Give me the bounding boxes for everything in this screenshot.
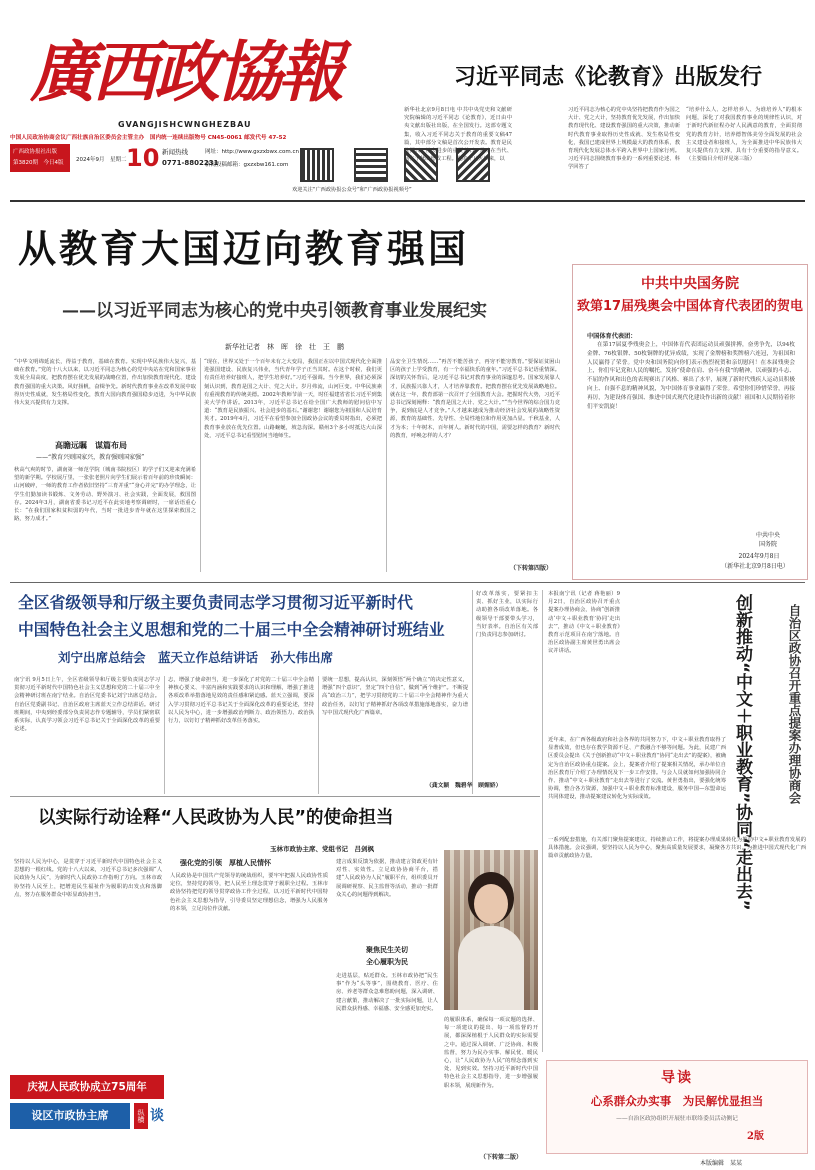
lead-subhead: 高瞻远瞩 谋篇布局 — [55, 440, 127, 450]
issue-sub-label: 广西政协报社出版 — [13, 149, 58, 155]
letter-signer: 中共中央 国务院 — [755, 532, 780, 548]
top-story-col3: “培养什么人、怎样培养人、为谁培养人”的根本问题，深化了对我国教育事业的规律性认识，对于新时代新征程办好人民满意的教育，全面贯彻党的教育方针，培养德智体美劳全面发展的社会主义建设者和接班人，为全面推进中华民族伟大复兴提供有力支撑，具有十分重要的指导意义。（主要篇目介绍详见第三版） — [686, 107, 802, 163]
lead-rule-2 — [386, 358, 387, 572]
guide-page: 2版 — [747, 1131, 764, 1142]
lead-col1: “中华文明绵延流长，得益于教育，基础在教育。实现中华民族伟大复兴，基础在教育。”党的十八大以来，以习近平同志为核心的党中央站在党和国家事业发展全局高度，把教育摆在优先发展的战略位置，作出加快教育现代化、建设教育强国的重大决策。风好扬帆，奋楫争先。新时代教育事业在改革发展中取得历史性成就，发生格局性变化，教育大国向教育强国稳步迈进，为中华民族伟大复兴提供有力支撑。 — [14, 359, 196, 407]
feature-subhead-1: 强化党的引领 厚植人民情怀 — [180, 858, 271, 867]
letter-source: （新华社北京9月8日电） — [721, 563, 789, 570]
feature-col2: 人民政协是中国共产党领导的统战组织，要牢牢把握人民政协性质定位，坚持党的领导，把人民至上理念贯穿于履职全过程。玉林市政协坚持把党的领导贯穿政协工作全过程，以习近平新时代中国特色社会主义思想为指导，引导委员坚定理想信念，增强为人民服务的本领，立足岗位作贡献。 — [170, 873, 328, 912]
issue-day: 10 — [126, 144, 160, 172]
lead-subhead-quote: ——“教育兴则国家兴，教育强则国家强” — [36, 454, 145, 461]
guide-box — [546, 1060, 808, 1154]
top-story-col1: 新华社北京9月8日电 中共中央党史和文献研究院编辑的习近平同志《论教育》，近日由中央文献出版社出版，在全国发行。这部专题文集，收入习近平同志关于教育的重要文稿47篇，其中部分文稿是首次公开发表。教育是民族振兴、社会进步的重要基石，是功在当代、利在千秋的德政工程。党的十八大以来，以 — [404, 107, 512, 163]
photo-person-body — [458, 926, 524, 1010]
right-bottom-body: 一系列配套措施，有关部门聚焦提案建议，持续推动工作，将提案办理成果转化为推动中文+职业教育发展的具体措施。会议强调，要坚持以人民为中心，聚焦高质量发展要求，凝聚各方共识，为推进中国式现代化广西篇章贡献政协力量。 — [548, 837, 806, 860]
letter-kicker: 中共中央国务院 — [641, 276, 739, 292]
feature-subhead-2: 聚焦民生关切 全心履职为民 — [366, 945, 408, 966]
feature-col4: 的履职体系，确保每一项议题的选择、每一项建议的提出、每一项监督的开展，都深深植根于人民群众的实际需要之中。通过深入调研、广泛协商、积极监督，努力为民办实事、解民忧、暖民心，让“人民政协为人民”的理念落到实处、见到实效。坚持习近平新时代中国特色社会主义思想指导，进一步增强履职本领，展现新作为。 — [444, 1017, 538, 1089]
second-headline-1: 全区省级领导和厅级主要负责同志学习贯彻习近平新时代 — [18, 593, 413, 612]
second-col1: 南宁讯 9月5日上午，全区省级领导和厅级主要负责同志学习贯彻习近平新时代中国特色社会主义思想和党的二十届三中全会精神研讨班在南宁结业。自治区党委书记刘宁出席总结会。自治区党委副书记、自治区政府主席蓝天立作总结讲话。研讨班期间，中央到经委部分负责同志作专题辅导，学员们紧密联系实际，认真学习领会习近平总书记关于全面深化改革的重要论述。 — [14, 677, 160, 733]
right-col-body: 近年来，在广西各级政府和社会各界的共同努力下，中文＋职业教育取得了显著成效，但也存在教学资源不足、产教融合不够等问题。为此，民建广西区委员会提出《关于创新推动“中文＋职业教育”协同“走出去”的提案》，被确定为自治区政协重点提案。会上，提案者介绍了提案相关情况，承办单位自治区教育厅介绍了办理情况及下一步工作安排。与会人员就如何加强协同合作、推动“中文＋职业教育”走出去等进行了交流。黄世勇指出，要强化统筹协调，整合各方资源，加强中文＋职业教育标准建设，服务中国—东盟命运共同体建设，推动提案建议转化为实际成效。 — [548, 737, 726, 801]
guide-subtitle: ——自治区政协组织开展驻市联络委员活动侧记 — [616, 1116, 738, 1122]
congrats-letter-box — [572, 264, 808, 580]
top-story-headline: 习近平同志《论教育》出版发行 — [454, 65, 763, 90]
feature-col3b: 走进基层，贴近群众。玉林市政协把“民生事”作为“头等事”，围绕教育、医疗、住房、养老等群众急难愁盼问题，深入调研、建言献策，推动解决了一批实际问题，让人民群众获得感、幸福感、安全感更加充实。 — [336, 973, 438, 1012]
right-col-intro: 本报南宁讯（记者 蒋艳丽）9月2日，自治区政协召开重点提案办理协商会，协商“创新推动‘中文＋职业教育’协同‘走出去’”，推动《中文＋职业教育》教育示范项目在南宁落地。自治区政协副主席黄世勇出席会议并讲话。 — [548, 591, 620, 655]
guide-headline: 心系群众办实事 为民解忧显担当 — [590, 1094, 764, 1108]
email-label: 新闻投稿邮箱：gxzxbw161.com — [205, 162, 289, 168]
lead-jump: （下转第四版） — [510, 565, 553, 572]
guide-label: 导读 — [661, 1070, 693, 1086]
right-vertical-headline-small: 自治区政协召开重点提案办理协商会 — [787, 604, 802, 804]
lead-bottom-divider — [10, 582, 805, 583]
logo-pinyin: GVANGJISHCWNGHEZBAU — [118, 120, 252, 129]
second-rule-3 — [472, 590, 473, 794]
banner-tag2: 谈 — [150, 1108, 164, 1124]
second-col3: 要统一思想，提高认识，深刻领悟“两个确立”的决定性意义，增强“四个意识”，坚定“四个自信”，做到“两个维护”。不断提高“政治三力”，把学习贯彻党的二十届三中全会精神作为重大政治任务，以钉钉子精神抓好各项改革措施落地落实，奋力谱写中国式现代化广西篇章。 — [322, 677, 468, 716]
page-editor: 本版编辑 某某 — [700, 1160, 743, 1167]
second-col4: 好改革落实，要紧扣主责、抓好主业，以实际行动助推各项改革落地。各级领导干部要带头学习，当好表率。自治区有关部门负责同志参加研讨。 — [476, 591, 538, 639]
photo-person-head — [474, 884, 508, 924]
banner-line2: 设区市政协主席 — [10, 1103, 130, 1129]
qr-code-video — [354, 148, 388, 182]
feature-jump: （下转第二版） — [480, 1154, 523, 1161]
second-credit: （龚文颖 魏碧华 顾媚娇） — [426, 783, 502, 789]
feature-col3: 建言成果反馈为依据，推动建言资政更有针对性、实效性。立足政协协商平台，搭建“人民政协为人民”履职平台，组织委员开展调研视察、民主监督等活动，推动一批群众关心的问题得到解决。 — [336, 859, 438, 898]
qr-code-wechat — [300, 148, 334, 182]
top-story-col2: 习近平同志为核心的党中央坚持把教育作为国之大计、党之大计，坚持教育优先发展，作出加快教育现代化、建设教育强国的重大决策，推动新时代教育事业取得历史性成就、发生格局性变化，我国已建成世界上规模最大的教育体系，教育现代化发展总体水平跨入世界中上国家行列。习近平同志围绕教育事业的一系列重要论述、科学回答了 — [568, 107, 680, 171]
website-label: 网址：http://www.gxzxbwx.com.cn — [205, 149, 299, 155]
anniversary-banner — [10, 1075, 164, 1155]
banner-line1: 庆祝人民政协成立75周年 — [10, 1075, 164, 1099]
second-rule-2 — [318, 676, 319, 794]
banner-tag: 纵横 — [134, 1103, 148, 1129]
author-photo — [444, 850, 538, 1010]
feature-col1: 坚持以人民为中心，是贯穿于习近平新时代中国特色社会主义思想的一根红线。党的十八大以来，习近平总书记多次强调“人民政协为人民”，为新时代人民政协工作指明了方向。玉林市政协坚持人民至上，把增进民生福祉作为履职的出发点和落脚点，努力在服务群众中彰显政协担当。 — [14, 859, 162, 898]
feature-byline: 玉林市政协主席、党组书记 吕剑枫 — [270, 845, 374, 853]
lead-headline: 从教育大国迈向教育强国 — [18, 227, 470, 271]
lead-byline: 新华社记者 林 晖 徐 壮 王 鹏 — [225, 343, 344, 351]
newspaper-logo: 廣西政協報 — [30, 33, 340, 111]
qr-caption: 欢迎关注“广西政协报公众号”和“广西政协报视频号” — [292, 187, 412, 193]
letter-body: 在第17届夏季残奥会上，中国体育代表团运动员顽强拼搏，奋勇争先，以94枚金牌、76枚银牌、50枚铜牌的优异成绩，实现了金牌榜和奖牌榜六连冠，为祖国和人民赢得了荣誉。党中央和国务院向你们表示热烈祝贺和亲切慰问！在本届残奥会上，你们牢记党和人民的嘱托，发扬“使命在肩、奋斗有我”的精神，以顽强的斗志、不屈的作风和出色的表现赛出了风格、赛出了水平，展现了新时代残疾人运动员积极向上、自强不息的精神风貌，为中国体育事业赢得了荣誉。希望你们珍惜荣誉，再接再厉，为建设体育强国、推进中国式现代化建设作出新的贡献！祖国和人民期待着你们平安凯旋！ — [587, 342, 795, 410]
right-col-rule — [542, 590, 543, 1052]
letter-headline: 致第17届残奥会中国体育代表团的贺电 — [576, 299, 804, 314]
hotline-number: 0771-8802231 — [162, 159, 219, 167]
masthead-divider — [10, 200, 805, 202]
lead-rule-1 — [200, 358, 201, 572]
right-vertical-headline-big: 创新推动“中文＋职业教育”协同“走出去” — [732, 594, 752, 911]
letter-salutation: 中国体育代表团： — [587, 333, 637, 340]
second-subtitle: 刘宁出席总结会 蓝天立作总结讲话 孙大伟出席 — [58, 650, 334, 665]
issue-date: 2024年9月 星期二 — [76, 157, 127, 163]
top-story — [404, 60, 806, 200]
lead-col2: “现在，世界又处于一个百年未有之大变局，我国正在以中国式现代化全面推进强国建设、民族复兴伟业，当代青年学子正当其时。在这个时候，我们更有责任培养好接班人，把学生培养好。”习近平强调。当今世界，我们必须深刻认识到，教育是国之大计、党之大计。岁月弗流，山河巨变。中华民族素有重视教育的传统美德。2002年教师节前一天，时任福建省省长习近平到集美大学作讲话。2013年，习近平总书记在给全国广大教师的慰问信中写道：“教育是民族振兴、社会进步的基石。”谢谢您！谢谢您为祖国和人民培育英才。2019年4月，习近平在看望参加全国政协会议的委员时指出，必须把教育事业放在优先位置。山路蜿蜒，坡急沟深。赣州3个多小时抵达大山深处，习近平总书记看望慰问当地师生。 — [204, 359, 382, 439]
second-bottom-divider — [10, 796, 540, 797]
publisher-line: 中国人民政治协商会议广西壮族自治区委员会主管主办 国内统一连续出版物号 CN45-0061 邮发代号 47-52 — [10, 135, 287, 141]
feature-headline: 以实际行动诠释“人民政协为人民”的使命担当 — [38, 808, 394, 828]
second-headline-2: 中国特色社会主义思想和党的二十届三中全会精神研讨班结业 — [18, 620, 445, 639]
hotline-label: 新闻热线 — [162, 148, 188, 156]
letter-date: 2024年9月8日 — [738, 553, 780, 560]
issue-number: 第3820期 今日4版 — [13, 160, 64, 166]
lead-col1b: 秋高气爽的时节，湖南第一师范学院（城南书院校区）的学子们又迎来充满希望的新学期。学校展厅里，一张张老照片向学生们展示着百年前的珍贵瞬间：山河破碎，一师的教育工作者依旧坚持“三育并重”“身心并完”的办学理念，让学生们勤加读书锻炼、文务劳动、野外演习、社会实践，全面发展，救国图存。2024年3月，湖南省委书记习近平在此实地考察调研时，一席话语重心长：“在我们国家积贫积弱的年代，当时一批进步青年就在这里探索救国之路，努力成才。” — [14, 467, 196, 523]
second-rule-1 — [164, 676, 165, 794]
second-col2: 志，增强了使命担当，进一步深化了对党的二十届三中全会精神核心要义、丰富内涵和实践要求的认识和理解，增强了推进各项改革举措落地见效的责任感和紧迫感。蓝天立强调，要深入学习贯彻习近平总书记关于全面深化改革的重要论述，坚持以人民为中心，进一步增强政治判断力、政治领悟力、政治执行力，以钉钉子精神抓好改革任务落实。 — [168, 677, 314, 725]
lead-subtitle: ——以习近平同志为核心的党中央引领教育事业发展纪实 — [62, 301, 487, 321]
lead-col3: 品安全卫生情况……“再苦不能苦孩子，再穷不能穷教育。”要保证贫困山区的孩子上学受教育，有一个幸福快乐的童年。”习近平总书记语重情深。深切的关怀背后，是习近平总书记对教育事业的深邃思考。国家发展靠人才，民族振兴靠人才，人才培养靠教育。把教育摆在优先发展战略地位。就在这一年，教育部第一次召开了全国教育大会。把握时代大势，习近平总书记深刻阐释：“教育是国之大计、党之大计。”“当今世界的综合国力竞争，说到底是人才竞争。”人才越来越成为推动经济社会发展的战略性资源，教育的基础性、先导性、全局性地位和作用更加凸显。千秋基业，人才为本；十年树木，百年树人。新时代的中国，需要怎样的教育？新时代的教育，呼唤怎样的人才？ — [390, 359, 560, 439]
